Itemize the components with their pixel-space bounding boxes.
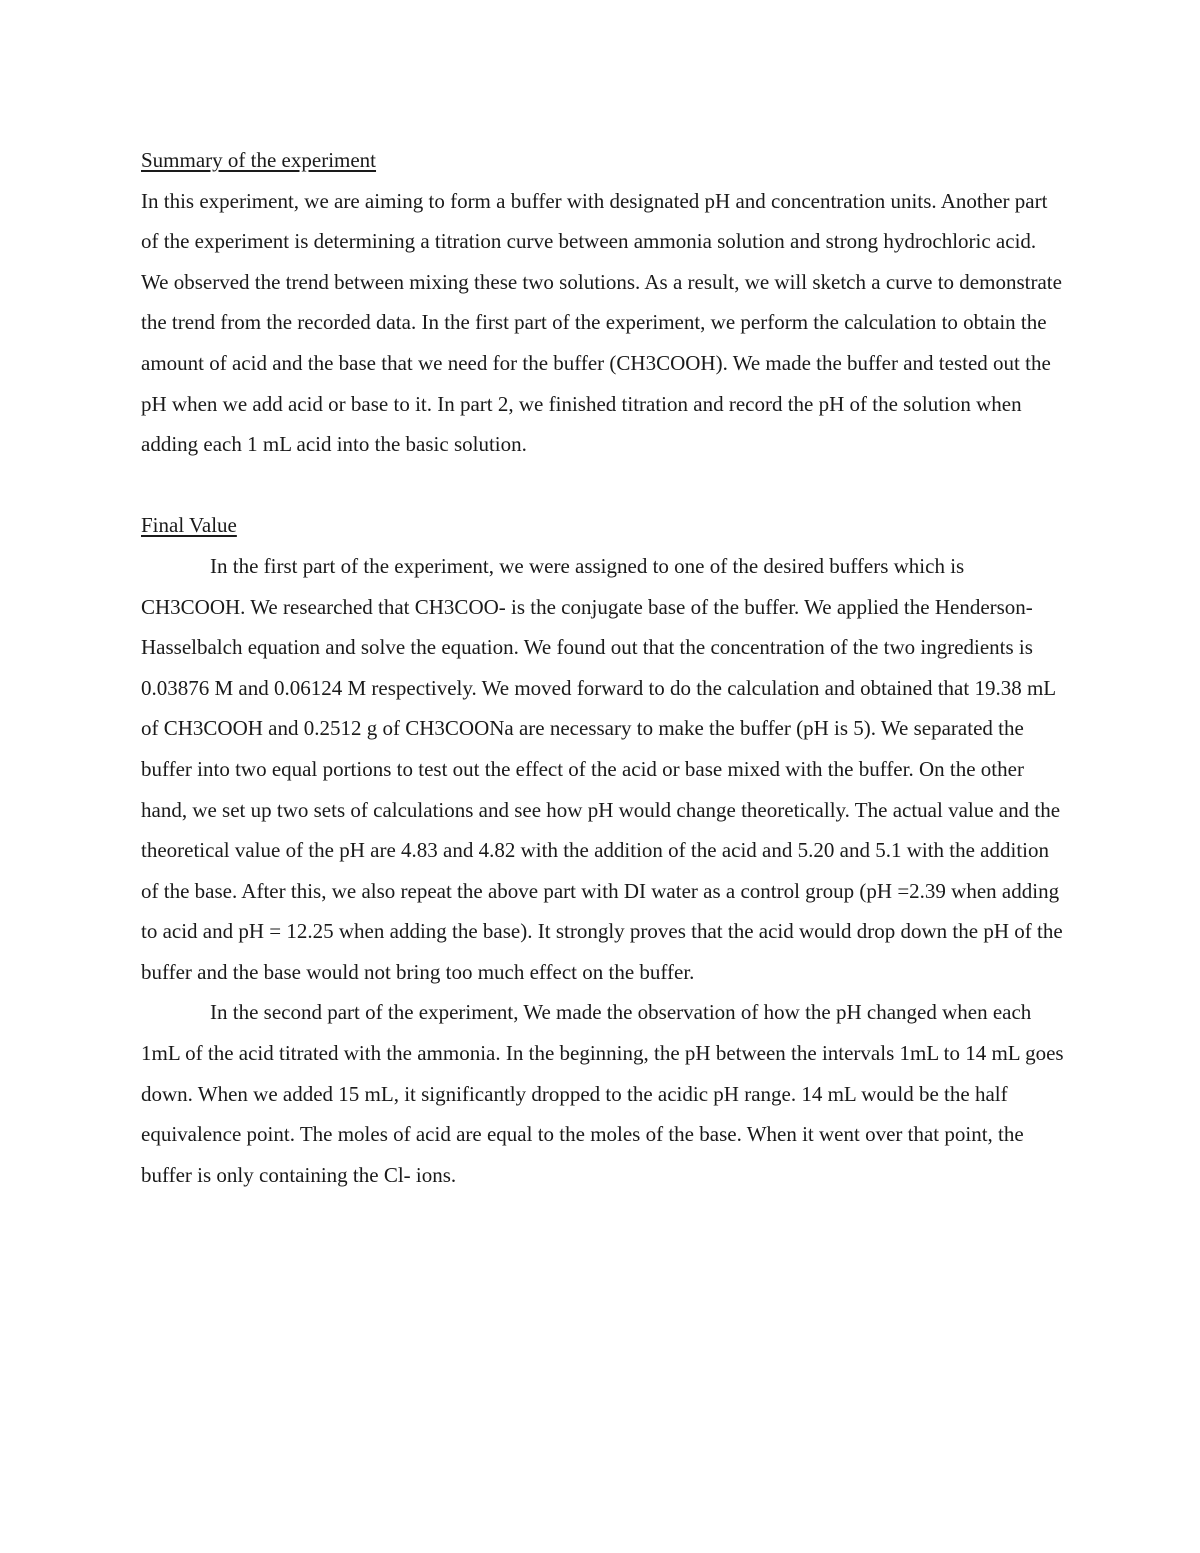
section-heading-final-value: Final Value	[141, 513, 237, 538]
final-value-paragraph-1: In the first part of the experiment, we were assigned to one of the desired buffers which is CH3COOH. We researched that CH3COO- is the conjugate base of the buffer. We applied the Henderson-Hasselbalch equation and solve the equation. We found out that the concentration of the two ingredients is 0.03876 M and 0.06124 M respectively. We moved forward to do the calculation and obtained that 19.38 mL of CH3COOH and 0.2512 g of CH3COONa are necessary to make the buffer (pH is 5). We separated the buffer into two equal portions to test out the effect of the acid or base mixed with the buffer. On the other hand, we set up two sets of calculations and see how pH would change theoretically. The actual value and the theoretical value of the pH are 4.83 and 4.82 with the addition of the acid and 5.20 and 5.1 with the addition of the base. After this, we also repeat the above part with DI water as a control group (pH =2.39 when adding to acid and pH = 12.25 when adding the base). It strongly proves that the acid would drop down the pH of the buffer and the base would not bring too much effect on the buffer.	[141, 553, 1063, 984]
final-value-paragraph-2: In the second part of the experiment, We made the observation of how the pH changed when each 1mL of the acid titrated with the ammonia. In the beginning, the pH between the intervals 1mL to 14 mL goes down. When we added 15 mL, it significantly dropped to the acidic pH range. 14 mL would be the half equivalence point. The moles of acid are equal to the moles of the base. When it went over that point, the buffer is only containing the Cl- ions.	[141, 1000, 1064, 1187]
summary-paragraph: In this experiment, we are aiming to form a buffer with designated pH and concentration units. Another part of the experiment is determining a titration curve between ammonia solution and strong hydrochloric acid. We observed the trend between mixing these two solutions. As a result, we will sketch a curve to demonstrate the trend from the recorded data. In the first part of the experiment, we perform the calculation to obtain the amount of acid and the base that we need for the buffer (CH3COOH). We made the buffer and tested out the pH when we add acid or base to it. In part 2, we finished titration and record the pH of the solution when adding each 1 mL acid into the basic solution.	[141, 188, 1062, 457]
section-heading-summary: Summary of the experiment	[141, 148, 377, 172]
section-spacer	[141, 465, 1066, 506]
document-page	[141, 140, 1066, 1195]
